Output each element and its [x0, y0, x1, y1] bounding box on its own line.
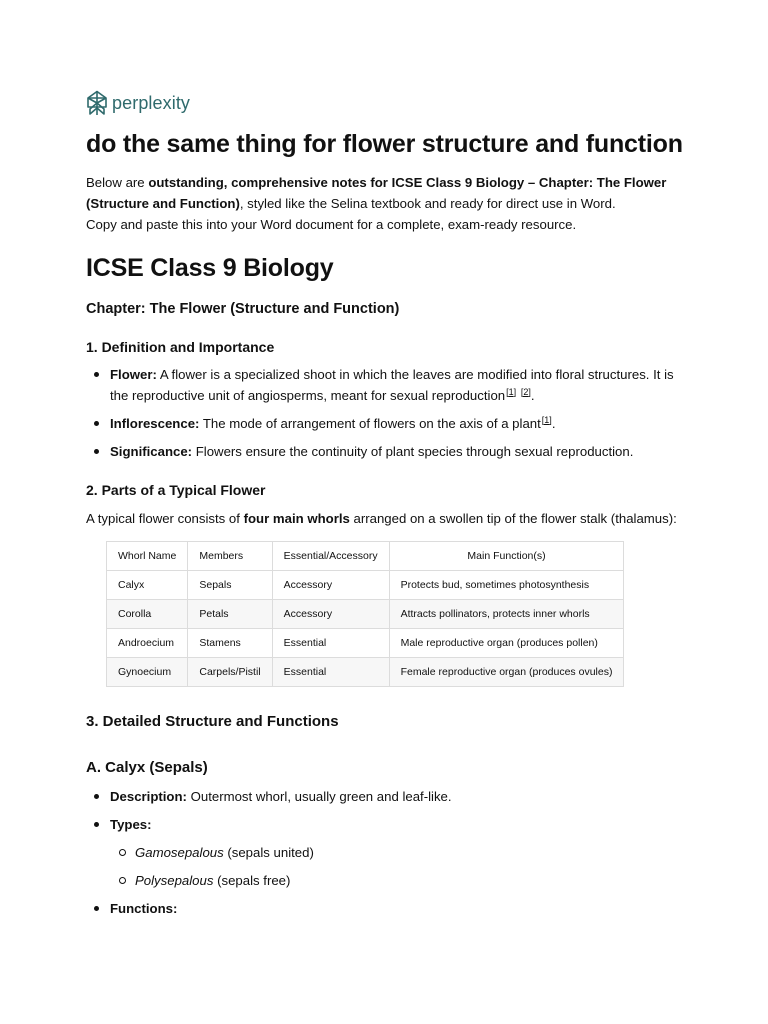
item-label: Functions:: [110, 901, 178, 916]
para-bold: four main whorls: [243, 511, 350, 526]
item-text: The mode of arrangement of flowers on the axis of a plant: [199, 416, 541, 431]
item-text: A flower is a specialized shoot in which the leaves are modified into floral structures. It is the reproductive unit of angiosperms, meant for sexual reproduction: [110, 367, 674, 403]
intro-bold: outstanding, comprehensive notes for ICSE Class 9 Biology – Chapter: The Flower (Structure and Function): [86, 175, 667, 211]
table-cell: Male reproductive organ (produces pollen): [389, 629, 624, 658]
list-item: [86, 364, 686, 406]
perplexity-logo-icon: [86, 90, 108, 116]
citation-link[interactable]: [2]: [520, 386, 531, 397]
brand-logo: [86, 88, 686, 118]
table-header-cell: Essential/Accessory: [272, 542, 389, 571]
list-item: [86, 441, 686, 462]
table-header-cell: Main Function(s): [389, 542, 624, 571]
table-cell: Androecium: [107, 629, 188, 658]
item-label: Flower:: [110, 367, 157, 382]
table-cell: Gynoecium: [107, 658, 188, 687]
sublist-item: [110, 870, 686, 891]
item-label: Types:: [110, 817, 152, 832]
intro-post: , styled like the Selina textbook and ready for direct use in Word.: [239, 196, 616, 211]
table-cell: Corolla: [107, 600, 188, 629]
table-cell: Petals: [188, 600, 272, 629]
term: Gamosepalous: [135, 845, 224, 860]
list-item: [86, 898, 686, 919]
table-row: [107, 600, 624, 629]
table-header-cell: Whorl Name: [107, 542, 188, 571]
table-cell: Attracts pollinators, protects inner whorls: [389, 600, 624, 629]
table-cell: Accessory: [272, 600, 389, 629]
table-cell: Essential: [272, 629, 389, 658]
item-end: .: [551, 416, 556, 431]
section-2-heading: 2. Parts of a Typical Flower: [86, 482, 266, 498]
intro-pre: Below are: [86, 175, 149, 190]
document-title: ICSE Class 9 Biology: [86, 254, 334, 282]
document: [86, 88, 686, 919]
item-text: Flowers ensure the continuity of plant species through sexual reproduction.: [192, 444, 634, 459]
intro-post-line2: Copy and paste this into your Word document for a complete, exam-ready resource.: [86, 217, 577, 232]
table-header-cell: Members: [188, 542, 272, 571]
item-label: Significance:: [110, 444, 193, 459]
calyx-list: [86, 786, 686, 919]
table-row: [107, 658, 624, 687]
term: Polysepalous: [135, 873, 214, 888]
types-sublist: [110, 842, 686, 891]
table-cell: Essential: [272, 658, 389, 687]
table-cell: Carpels/Pistil: [188, 658, 272, 687]
query-title: do the same thing for flower structure and function: [86, 130, 683, 158]
list-item: [86, 413, 686, 434]
section-3-heading: 3. Detailed Structure and Functions: [86, 713, 339, 730]
citation-link[interactable]: [1]: [541, 414, 552, 425]
table-cell: Sepals: [188, 571, 272, 600]
chapter-title: Chapter: The Flower (Structure and Function): [86, 301, 400, 317]
table-cell: Female reproductive organ (produces ovules): [389, 658, 624, 687]
list-item: [86, 814, 686, 891]
table-cell: Protects bud, sometimes photosynthesis: [389, 571, 624, 600]
section-1-heading: 1. Definition and Importance: [86, 339, 275, 355]
whorl-table: [106, 541, 624, 687]
item-end: .: [530, 388, 535, 403]
sublist-item: [110, 842, 686, 863]
item-label: Description:: [110, 789, 187, 804]
table-row: [107, 629, 624, 658]
intro-paragraph: [86, 172, 686, 235]
section-2-paragraph: [86, 508, 686, 529]
item-text: Outermost whorl, usually green and leaf-like.: [186, 789, 452, 804]
section-1-list: [86, 364, 686, 462]
para-pre: A typical flower consists of: [86, 511, 244, 526]
table-cell: Accessory: [272, 571, 389, 600]
brand-name: perplexity: [112, 92, 191, 113]
term-text: (sepals free): [213, 873, 291, 888]
table-cell: Calyx: [107, 571, 188, 600]
para-post: arranged on a swollen tip of the flower stalk (thalamus):: [349, 511, 677, 526]
citation-link[interactable]: [1]: [506, 386, 517, 397]
item-label: Inflorescence:: [110, 416, 200, 431]
subsection-a-heading: A. Calyx (Sepals): [86, 759, 208, 776]
list-item: [86, 786, 686, 807]
table-cell: Stamens: [188, 629, 272, 658]
table-header-row: [107, 542, 624, 571]
term-text: (sepals united): [223, 845, 314, 860]
table-row: [107, 571, 624, 600]
